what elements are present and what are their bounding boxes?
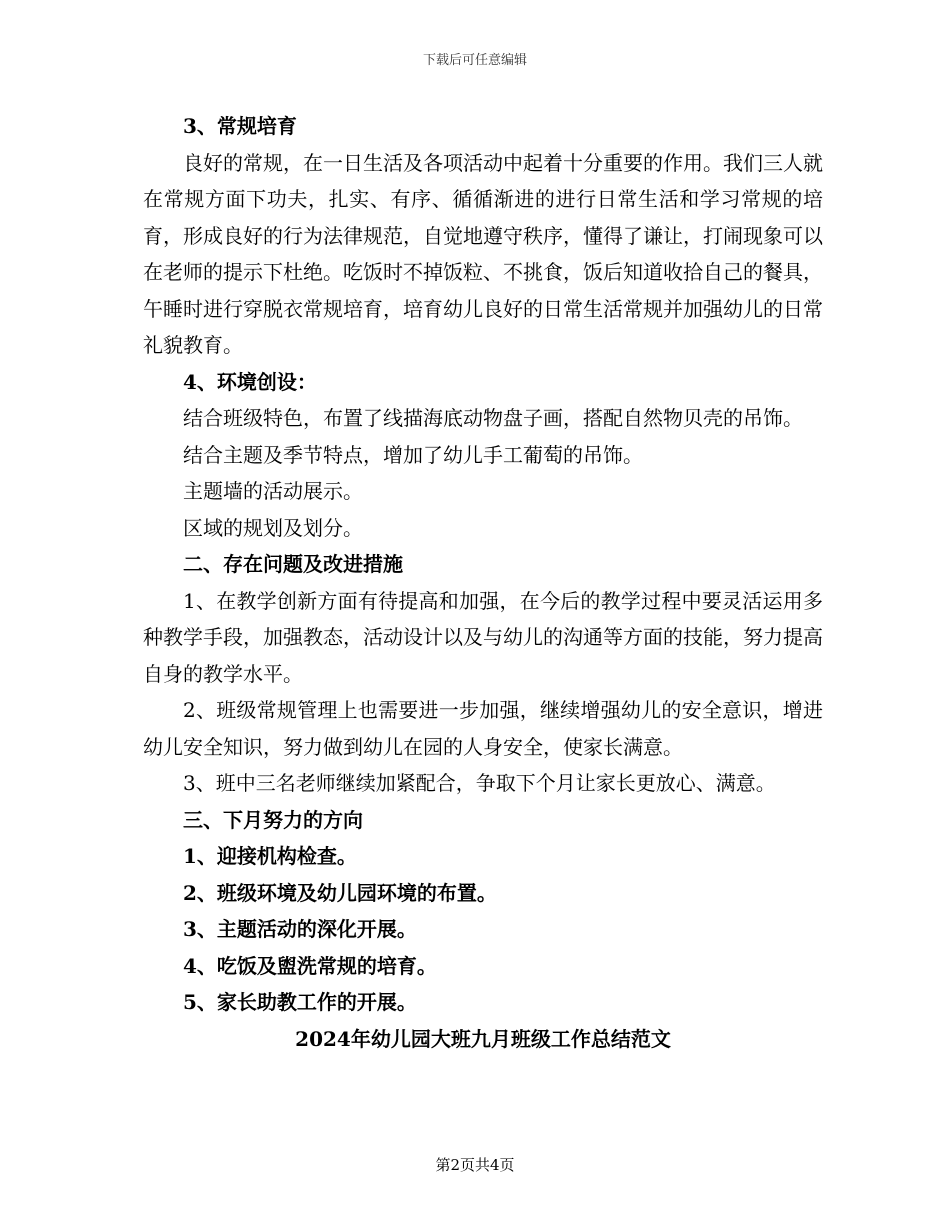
section-heading-next-month: 三、下月努力的方向 [183,807,363,832]
page-header: 下载后可任意编辑 [422,53,527,68]
paragraph-problem-3: 3、班中三名老师继续加紧配合，争取下个月让家长更放心、满意。 [183,771,776,795]
paragraph-problem-1: 1、在教学创新方面有待提高和加强，在今后的教学过程中要灵活运用多种教学手段，加强教态，活动设计以及与幼儿的沟通等方面的技能，努力提高自身的教学水平。 [143,588,823,686]
document-title: 2024年幼儿园大班九月班级工作总结范文 [295,1026,671,1051]
next-month-item: 3、主题活动的深化开展。 [183,917,417,941]
paragraph-environment-4: 区域的规划及划分。 [183,515,363,540]
section-heading-problems: 二、存在问题及改进措施 [183,552,403,576]
next-month-item: 2、班级环境及幼儿园环境的布置。 [183,880,497,905]
paragraph-environment-2: 结合主题及季节特点，增加了幼儿手工葡萄的吊饰。 [183,442,643,467]
paragraph-environment-1: 结合班级特色，布置了线描海底动物盘子画，搭配自然物贝壳的吊饰。 [183,406,803,430]
next-month-item: 1、迎接机构检查。 [183,844,357,868]
section-heading-routine: 3、常规培育 [183,114,297,138]
paragraph-routine: 良好的常规，在一日生活及各项活动中起着十分重要的作用。我们三人就在常规方面下功夫，扎实、有序、循循渐进的进行日常生活和学习常规的培育，形成良好的行为法律规范，自觉地遵守秩序，懂得了谦让，打闹现象可以在老师的提示下杜绝。吃饭时不掉饭粒、不挑食，饭后知道收拾自己的餐具，午睡时进行穿脱衣常规培育，培育幼儿良好的日常生活常规并加强幼儿的日常礼貌教育。 [143,150,823,357]
section-heading-environment: 4、环境创设： [183,369,317,394]
page-footer-page-number: 第2页共4页 [435,1156,515,1174]
paragraph-problem-2: 2、班级常规管理上也需要进一步加强，继续增强幼儿的安全意识，增进幼儿安全知识，努力做到幼儿在园的人身安全，使家长满意。 [143,698,823,759]
next-month-item: 4、吃饭及盥洗常规的培育。 [183,953,437,978]
paragraph-environment-3: 主题墙的活动展示。 [183,479,363,503]
document-body [143,108,823,1057]
next-month-item: 5、家长助教工作的开展。 [183,990,417,1014]
